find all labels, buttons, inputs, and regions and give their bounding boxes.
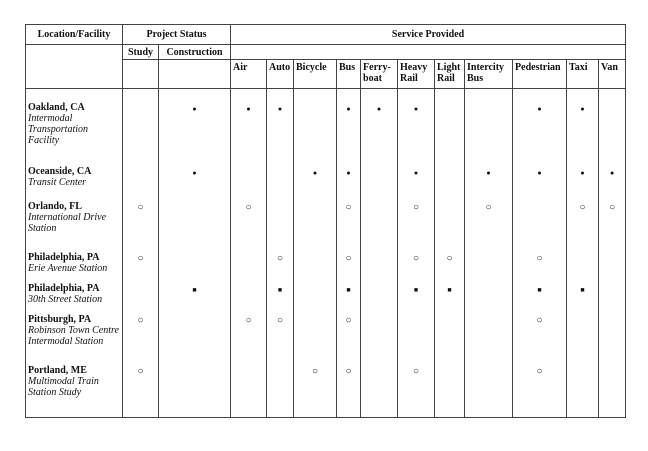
spacer-cell xyxy=(231,89,267,100)
mark-cell-pedestrian xyxy=(513,99,567,163)
mark-cell-intercity-bus xyxy=(465,311,513,362)
circle-marker-icon xyxy=(536,253,542,263)
mark-cell-van xyxy=(599,198,626,249)
dot-marker-icon xyxy=(192,167,196,177)
mark-cell-heavy-rail xyxy=(398,249,435,280)
service-header-air: Air xyxy=(231,60,267,89)
location-header-blank xyxy=(26,60,123,89)
location-cell xyxy=(26,280,123,311)
service-header-pedestrian: Pedestrian xyxy=(513,60,567,89)
mark-cell-air xyxy=(231,99,267,163)
mark-cell-heavy-rail xyxy=(398,311,435,362)
mark-cell-air xyxy=(231,198,267,249)
dot-marker-icon xyxy=(278,103,282,113)
location-cell xyxy=(26,362,123,418)
mark-cell-light-rail xyxy=(435,311,465,362)
mark-cell-bus xyxy=(337,280,361,311)
mark-cell-heavy-rail xyxy=(398,280,435,311)
mark-cell-van xyxy=(599,163,626,198)
mark-cell-air xyxy=(231,362,267,418)
square-marker-icon xyxy=(278,284,282,294)
mark-cell-van xyxy=(599,311,626,362)
location-cell xyxy=(26,99,123,163)
mark-cell-pedestrian xyxy=(513,198,567,249)
circle-marker-icon xyxy=(485,202,491,212)
mark-cell-light-rail xyxy=(435,99,465,163)
mark-cell-light-rail xyxy=(435,198,465,249)
square-marker-icon xyxy=(580,284,584,294)
mark-cell-bus xyxy=(337,362,361,418)
mark-cell-bicycle xyxy=(294,280,337,311)
location-header-spacer xyxy=(26,45,123,60)
spacer-cell xyxy=(567,89,599,100)
mark-cell-taxi xyxy=(567,311,599,362)
dot-marker-icon xyxy=(537,103,541,113)
mark-cell-study xyxy=(123,311,159,362)
location-header: Location/Facility xyxy=(26,25,123,45)
mark-cell-pedestrian xyxy=(513,311,567,362)
mark-cell-van xyxy=(599,99,626,163)
mark-cell-light-rail xyxy=(435,280,465,311)
square-marker-icon xyxy=(537,284,541,294)
spacer-cell xyxy=(599,89,626,100)
mark-cell-construction xyxy=(159,198,231,249)
construction-header-blank xyxy=(159,60,231,89)
mark-cell-auto xyxy=(267,99,294,163)
circle-marker-icon xyxy=(277,253,283,263)
service-header-van: Van xyxy=(599,60,626,89)
spacer-cell xyxy=(361,89,398,100)
location-name: Philadelphia, PA xyxy=(28,252,100,264)
mark-cell-intercity-bus xyxy=(465,163,513,198)
circle-marker-icon xyxy=(137,253,143,263)
mark-cell-bus xyxy=(337,249,361,280)
mark-cell-construction xyxy=(159,249,231,280)
location-facility: International Drive Station xyxy=(28,211,107,234)
mark-cell-pedestrian xyxy=(513,249,567,280)
mark-cell-intercity-bus xyxy=(465,198,513,249)
mark-cell-van xyxy=(599,249,626,280)
header-spacer-row xyxy=(26,89,626,100)
spacer-cell xyxy=(159,89,231,100)
service-provided-header: Service Provided xyxy=(231,25,626,45)
mark-cell-air xyxy=(231,249,267,280)
mark-cell-construction xyxy=(159,311,231,362)
location-facility: Robinson Town Centre Intermodal Station xyxy=(28,324,119,347)
circle-marker-icon xyxy=(609,202,615,212)
mark-cell-bus xyxy=(337,163,361,198)
table-row xyxy=(26,280,626,311)
mark-cell-study xyxy=(123,280,159,311)
mark-cell-study xyxy=(123,249,159,280)
location-name: Philadelphia, PA xyxy=(28,282,100,294)
mark-cell-heavy-rail xyxy=(398,198,435,249)
mark-cell-bicycle xyxy=(294,99,337,163)
location-cell xyxy=(26,249,123,280)
service-header-bicycle: Bicycle xyxy=(294,60,337,89)
mark-cell-ferry-boat xyxy=(361,311,398,362)
mark-cell-auto xyxy=(267,249,294,280)
spacer-cell xyxy=(26,89,123,100)
location-name: Portland, ME xyxy=(28,364,87,376)
circle-marker-icon xyxy=(446,253,452,263)
mark-cell-construction xyxy=(159,280,231,311)
circle-marker-icon xyxy=(345,366,351,376)
square-marker-icon xyxy=(346,284,350,294)
mark-cell-air xyxy=(231,163,267,198)
mark-cell-ferry-boat xyxy=(361,163,398,198)
location-facility: Transit Center xyxy=(28,176,87,188)
mark-cell-intercity-bus xyxy=(465,249,513,280)
mark-cell-taxi xyxy=(567,99,599,163)
mark-cell-heavy-rail xyxy=(398,99,435,163)
location-name: Pittsburgh, PA xyxy=(28,313,92,325)
table-row xyxy=(26,311,626,362)
mark-cell-taxi xyxy=(567,198,599,249)
mark-cell-bus xyxy=(337,198,361,249)
project-status-header: Project Status xyxy=(123,25,231,45)
construction-header: Construction xyxy=(159,45,231,60)
mark-cell-study xyxy=(123,362,159,418)
spacer-cell xyxy=(294,89,337,100)
study-header: Study xyxy=(123,45,159,60)
dot-marker-icon xyxy=(414,167,418,177)
table-row xyxy=(26,249,626,280)
mark-cell-intercity-bus xyxy=(465,362,513,418)
circle-marker-icon xyxy=(137,202,143,212)
service-subheader-spacer xyxy=(231,45,626,60)
mark-cell-van xyxy=(599,362,626,418)
location-facility: Intermodal Transportation Facility xyxy=(28,113,89,147)
location-cell xyxy=(26,198,123,249)
table-row xyxy=(26,198,626,249)
dot-marker-icon xyxy=(580,167,584,177)
mark-cell-light-rail xyxy=(435,163,465,198)
mark-cell-intercity-bus xyxy=(465,99,513,163)
service-header-intercity-bus: Intercity Bus xyxy=(465,60,513,89)
square-marker-icon xyxy=(447,284,451,294)
table-row xyxy=(26,99,626,163)
dot-marker-icon xyxy=(610,167,614,177)
circle-marker-icon xyxy=(345,315,351,325)
dot-marker-icon xyxy=(346,167,350,177)
mark-cell-taxi xyxy=(567,249,599,280)
dot-marker-icon xyxy=(414,103,418,113)
dot-marker-icon xyxy=(486,167,490,177)
table-row xyxy=(26,362,626,418)
circle-marker-icon xyxy=(312,366,318,376)
mark-cell-construction xyxy=(159,362,231,418)
location-facility: Erie Avenue Station xyxy=(28,263,108,275)
circle-marker-icon xyxy=(579,202,585,212)
mark-cell-taxi xyxy=(567,163,599,198)
mark-cell-study xyxy=(123,198,159,249)
mark-cell-bicycle xyxy=(294,249,337,280)
spacer-cell xyxy=(123,89,159,100)
mark-cell-auto xyxy=(267,198,294,249)
location-cell xyxy=(26,163,123,198)
mark-cell-heavy-rail xyxy=(398,163,435,198)
spacer-cell xyxy=(267,89,294,100)
mark-cell-air xyxy=(231,280,267,311)
circle-marker-icon xyxy=(137,315,143,325)
mark-cell-bicycle xyxy=(294,163,337,198)
service-header-auto: Auto xyxy=(267,60,294,89)
service-table xyxy=(25,24,626,418)
mark-cell-van xyxy=(599,280,626,311)
location-cell xyxy=(26,311,123,362)
dot-marker-icon xyxy=(580,103,584,113)
service-header-heavy-rail: Heavy Rail xyxy=(398,60,435,89)
mark-cell-taxi xyxy=(567,280,599,311)
mark-cell-study xyxy=(123,99,159,163)
mark-cell-pedestrian xyxy=(513,280,567,311)
mark-cell-intercity-bus xyxy=(465,280,513,311)
location-facility: 30th Street Station xyxy=(28,293,103,305)
circle-marker-icon xyxy=(536,315,542,325)
mark-cell-taxi xyxy=(567,362,599,418)
spacer-cell xyxy=(398,89,435,100)
circle-marker-icon xyxy=(345,202,351,212)
circle-marker-icon xyxy=(413,202,419,212)
dot-marker-icon xyxy=(246,103,250,113)
dot-marker-icon xyxy=(192,103,196,113)
mark-cell-pedestrian xyxy=(513,163,567,198)
mark-cell-light-rail xyxy=(435,362,465,418)
square-marker-icon xyxy=(192,284,196,294)
study-header-blank xyxy=(123,60,159,89)
mark-cell-auto xyxy=(267,362,294,418)
location-name: Oakland, CA xyxy=(28,102,85,114)
service-header-bus: Bus xyxy=(337,60,361,89)
circle-marker-icon xyxy=(245,202,251,212)
mark-cell-heavy-rail xyxy=(398,362,435,418)
dot-marker-icon xyxy=(537,167,541,177)
location-name: Orlando, FL xyxy=(28,200,82,212)
mark-cell-construction xyxy=(159,163,231,198)
mark-cell-auto xyxy=(267,163,294,198)
mark-cell-bicycle xyxy=(294,311,337,362)
mark-cell-study xyxy=(123,163,159,198)
mark-cell-pedestrian xyxy=(513,362,567,418)
spacer-cell xyxy=(435,89,465,100)
dot-marker-icon xyxy=(313,167,317,177)
circle-marker-icon xyxy=(137,366,143,376)
mark-cell-bicycle xyxy=(294,362,337,418)
circle-marker-icon xyxy=(345,253,351,263)
circle-marker-icon xyxy=(413,366,419,376)
circle-marker-icon xyxy=(536,366,542,376)
circle-marker-icon xyxy=(245,315,251,325)
spacer-cell xyxy=(337,89,361,100)
mark-cell-ferry-boat xyxy=(361,280,398,311)
mark-cell-ferry-boat xyxy=(361,99,398,163)
spacer-cell xyxy=(465,89,513,100)
mark-cell-ferry-boat xyxy=(361,249,398,280)
service-header-ferryboat: Ferry-boat xyxy=(361,60,398,89)
square-marker-icon xyxy=(414,284,418,294)
dot-marker-icon xyxy=(377,103,381,113)
mark-cell-auto xyxy=(267,311,294,362)
mark-cell-bus xyxy=(337,311,361,362)
service-header-light-rail: Light Rail xyxy=(435,60,465,89)
spacer-cell xyxy=(513,89,567,100)
mark-cell-auto xyxy=(267,280,294,311)
mark-cell-bus xyxy=(337,99,361,163)
mark-cell-air xyxy=(231,311,267,362)
location-name: Oceanside, CA xyxy=(28,165,92,177)
location-facility: Multimodal Train Station Study xyxy=(28,375,99,398)
mark-cell-light-rail xyxy=(435,249,465,280)
dot-marker-icon xyxy=(346,103,350,113)
mark-cell-construction xyxy=(159,99,231,163)
service-header-taxi: Taxi xyxy=(567,60,599,89)
circle-marker-icon xyxy=(277,315,283,325)
mark-cell-ferry-boat xyxy=(361,198,398,249)
mark-cell-bicycle xyxy=(294,198,337,249)
mark-cell-ferry-boat xyxy=(361,362,398,418)
circle-marker-icon xyxy=(413,253,419,263)
table-row xyxy=(26,163,626,198)
